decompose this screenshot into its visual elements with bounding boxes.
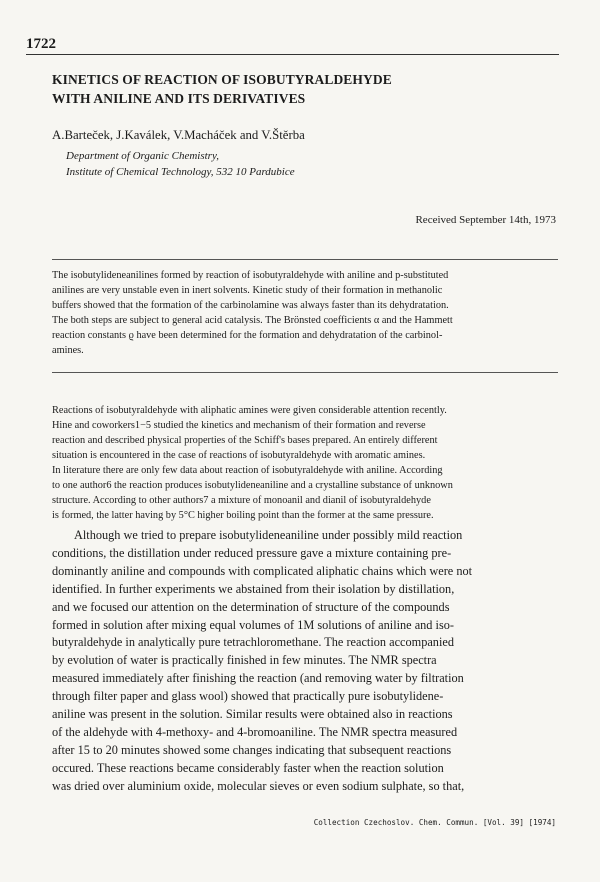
journal-citation: Collection Czechoslov. Chem. Commun. [Vol. 39] [1974]	[313, 818, 556, 827]
body-line: occured. These reactions became considerably faster when the reaction solution	[52, 760, 444, 775]
body-line: conditions, the distillation under reduced pressure gave a mixture containing pre-	[52, 545, 452, 560]
intro-paragraph	[52, 403, 558, 523]
intro-line: Hine and coworkers1−5 studied the kinetics and mechanism of their formation and reverse	[52, 420, 426, 431]
title-line: WITH ANILINE AND ITS DERIVATIVES	[52, 91, 306, 106]
body-line: aniline was present in the solution. Similar results were obtained also in reactions	[52, 707, 453, 722]
body-line: of the aldehyde with 4-methoxy- and 4-bromoaniline. The NMR spectra measured	[52, 724, 458, 739]
intro-line: is formed, the latter having by 5°C higher boiling point than the former at the same pressure.	[52, 510, 434, 521]
abstract-line: reaction constants ϱ have been determined for the formation and dehydratation of the carbinol-	[52, 330, 443, 341]
body-line: by evolution of water is practically finished in few minutes. The NMR spectra	[52, 653, 437, 668]
body-line: was dried over aluminium oxide, molecular sieves or even sodium sulphate, so that,	[52, 778, 465, 793]
abstract-rule-bottom	[52, 372, 558, 373]
intro-line: to one author6 the reaction produces isobutylideneaniline and a crystalline substance of unknown	[52, 480, 453, 491]
abstract-line: buffers showed that the formation of the carbinolamine was always faster than its dehydratation.	[52, 300, 449, 311]
header-rule	[26, 54, 559, 55]
intro-line: In literature there are only few data about reaction of isobutyraldehyde with aniline. According	[52, 465, 443, 476]
abstract-rule-top	[52, 259, 558, 260]
body-line: identified. In further experiments we abstained from their isolation by distillation,	[52, 581, 455, 596]
abstract-line: The both steps are subject to general acid catalysis. The Brönsted coefficients α and the Hammett	[52, 315, 453, 326]
abstract-line: The isobutylideneanilines formed by reaction of isobutyraldehyde with aniline and p-substituted	[52, 270, 449, 281]
body-line: formed in solution after mixing equal volumes of 1M solutions of aniline and iso-	[52, 617, 454, 632]
body-line: measured immediately after finishing the reaction (and removing water by filtration	[52, 671, 464, 686]
authors: A.Bartеček, J.Kaválek, V.Macháček and V.Štěrba	[52, 128, 305, 142]
body-line: dominantly aniline and compounds with complicated aliphatic chains which were not	[52, 563, 473, 578]
affiliation-line: Department of Organic Chemistry,	[66, 150, 219, 162]
abstract	[52, 268, 558, 358]
title-line: KINETICS OF REACTION OF ISOBUTYRALDEHYDE	[52, 72, 392, 87]
intro-line: situation is encountered in the case of reactions of isobutyraldehyde with aromatic amines.	[52, 450, 426, 461]
abstract-line: amines.	[52, 345, 84, 356]
intro-line: reaction and described physical properties of the Schiff's bases prepared. An entirely different	[52, 435, 438, 446]
affiliation-line: Institute of Chemical Technology, 532 10 Pardubice	[66, 166, 295, 178]
body-line: and we focused our attention on the determination of structure of the compounds	[52, 599, 450, 614]
received-date: Received September 14th, 1973	[415, 214, 556, 226]
intro-line: structure. According to other authors7 a mixture of monoanil and dianil of isobutyraldehyde	[52, 495, 431, 506]
intro-line: Reactions of isobutyraldehyde with aliphatic amines were given considerable attention recently.	[52, 405, 447, 416]
body-line: through filter paper and glass wool) showed that practically pure isobutylidene-	[52, 689, 444, 704]
abstract-line: anilines are very unstable even in inert solvents. Kinetic study of their formation in methanolic	[52, 285, 443, 296]
body-line: butyraldehyde in analytically pure tetrachloromethane. The reaction accompanied	[52, 635, 454, 650]
article-title	[52, 70, 572, 108]
body-line: Although we tried to prepare isobutylideneaniline under possibly mild reaction	[74, 528, 463, 542]
affiliation	[66, 148, 566, 180]
body-paragraph	[52, 527, 558, 796]
body-line: after 15 to 20 minutes showed some changes indicating that subsequent reactions	[52, 742, 452, 757]
page-number: 1722	[26, 36, 56, 52]
